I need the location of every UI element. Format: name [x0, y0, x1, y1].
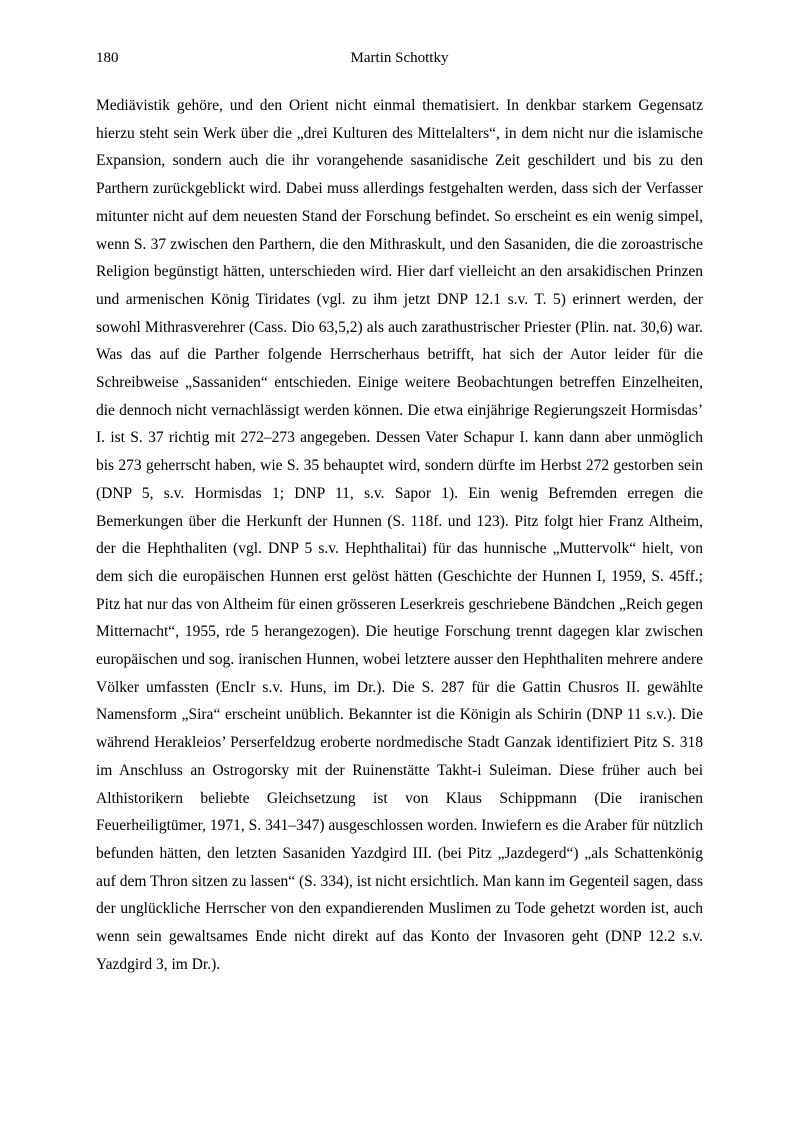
- page-number: 180: [96, 50, 119, 66]
- running-head: Martin Schottky: [350, 50, 449, 66]
- body-paragraph: Mediävistik gehöre, und den Orient nicht einmal thematisiert. In denkbar starkem Gegensatz hierzu steht sein Werk über die „drei Kulturen des Mittelalters“, in dem nicht nur die islamische Expansion, sondern auch die ihr vorangehende sasanidische Zeit geschildert und bis zu den Parthern zurückgeblickt wird. Dabei muss allerdings festgehalten werden, dass sich der Verfasser mitunter nicht auf dem neuesten Stand der Forschung befindet. So erscheint es ein wenig simpel, wenn S. 37 zwischen den Parthern, die den Mithraskult, und den Sasaniden, die die zoroastrische Religion begünstigt hätten, unterschieden wird. Hier darf vielleicht an den arsakidischen Prinzen und armenischen König Tiridates (vgl. zu ihm jetzt DNP 12.1 s.v. T. 5) erinnert werden, der sowohl Mithrasverehrer (Cass. Dio 63,5,2) als auch zarathustrischer Priester (Plin. nat. 30,6) war. Was das auf die Parther folgende Herrscherhaus betrifft, hat sich der Autor leider für die Schreibweise „Sassaniden“ entschieden. Einige weitere Beobachtungen betreffen Einzelheiten, die dennoch nicht vernachlässigt werden können. Die etwa einjährige Regierungszeit Hormisdas’ I. ist S. 37 richtig mit 272–273 angegeben. Dessen Vater Schapur I. kann dann aber unmöglich bis 273 geherrscht haben, wie S. 35 behauptet wird, sondern dürfte im Herbst 272 gestorben sein (DNP 5, s.v. Hormisdas 1; DNP 11, s.v. Sapor 1). Ein wenig Befremden erregen die Bemerkungen über die Herkunft der Hunnen (S. 118f. und 123). Pitz folgt hier Franz Altheim, der die Hephthaliten (vgl. DNP 5 s.v. Hephthalitai) für das hunnische „Muttervolk“ hielt, von dem sich die europäischen Hunnen erst gelöst hätten (Geschichte der Hunnen I, 1959, S. 45ff.; Pitz hat nur das von Altheim für einen grösseren Leserkreis geschriebene Bändchen „Reich gegen Mitternacht“, 1955, rde 5 herangezogen). Die heutige Forschung trennt dagegen klar zwischen europäischen und sog. iranischen Hunnen, wobei letztere ausser den Hephthaliten mehrere andere Völker umfassten (EncIr s.v. Huns, im Dr.). Die S. 287 für die Gattin Chusros II. gewählte Namensform „Sira“ erscheint unüblich. Bekannter ist die Königin als Schirin (DNP 11 s.v.). Die während Herakleios’ Perserfeldzug eroberte nordmedische Stadt Ganzak identifiziert Pitz S. 318 im Anschluss an Ostrogorsky mit der Ruinenstätte Takht-i Suleiman. Diese früher auch bei Althistorikern beliebte Gleichsetzung ist von Klaus Schippmann (Die iranischen Feuerheiligtümer, 1971, S. 341–347) ausgeschlossen worden. Inwiefern es die Araber für nützlich befunden hätten, den letzten Sasaniden Yazdgird III. (bei Pitz „Jazdegerd“) „als Schattenkönig auf dem Thron sitzen zu lassen“ (S. 334), ist nicht ersichtlich. Man kann im Gegenteil sagen, dass der unglückliche Herrscher von den expandierenden Muslimen zu Tode gehetzt worden ist, auch wenn sein gewaltsames Ende nicht direkt auf das Konto der Invasoren geht (DNP 12.2 s.v. Yazdgird 3, im Dr.).: [96, 97, 703, 973]
- page-header: [96, 48, 703, 70]
